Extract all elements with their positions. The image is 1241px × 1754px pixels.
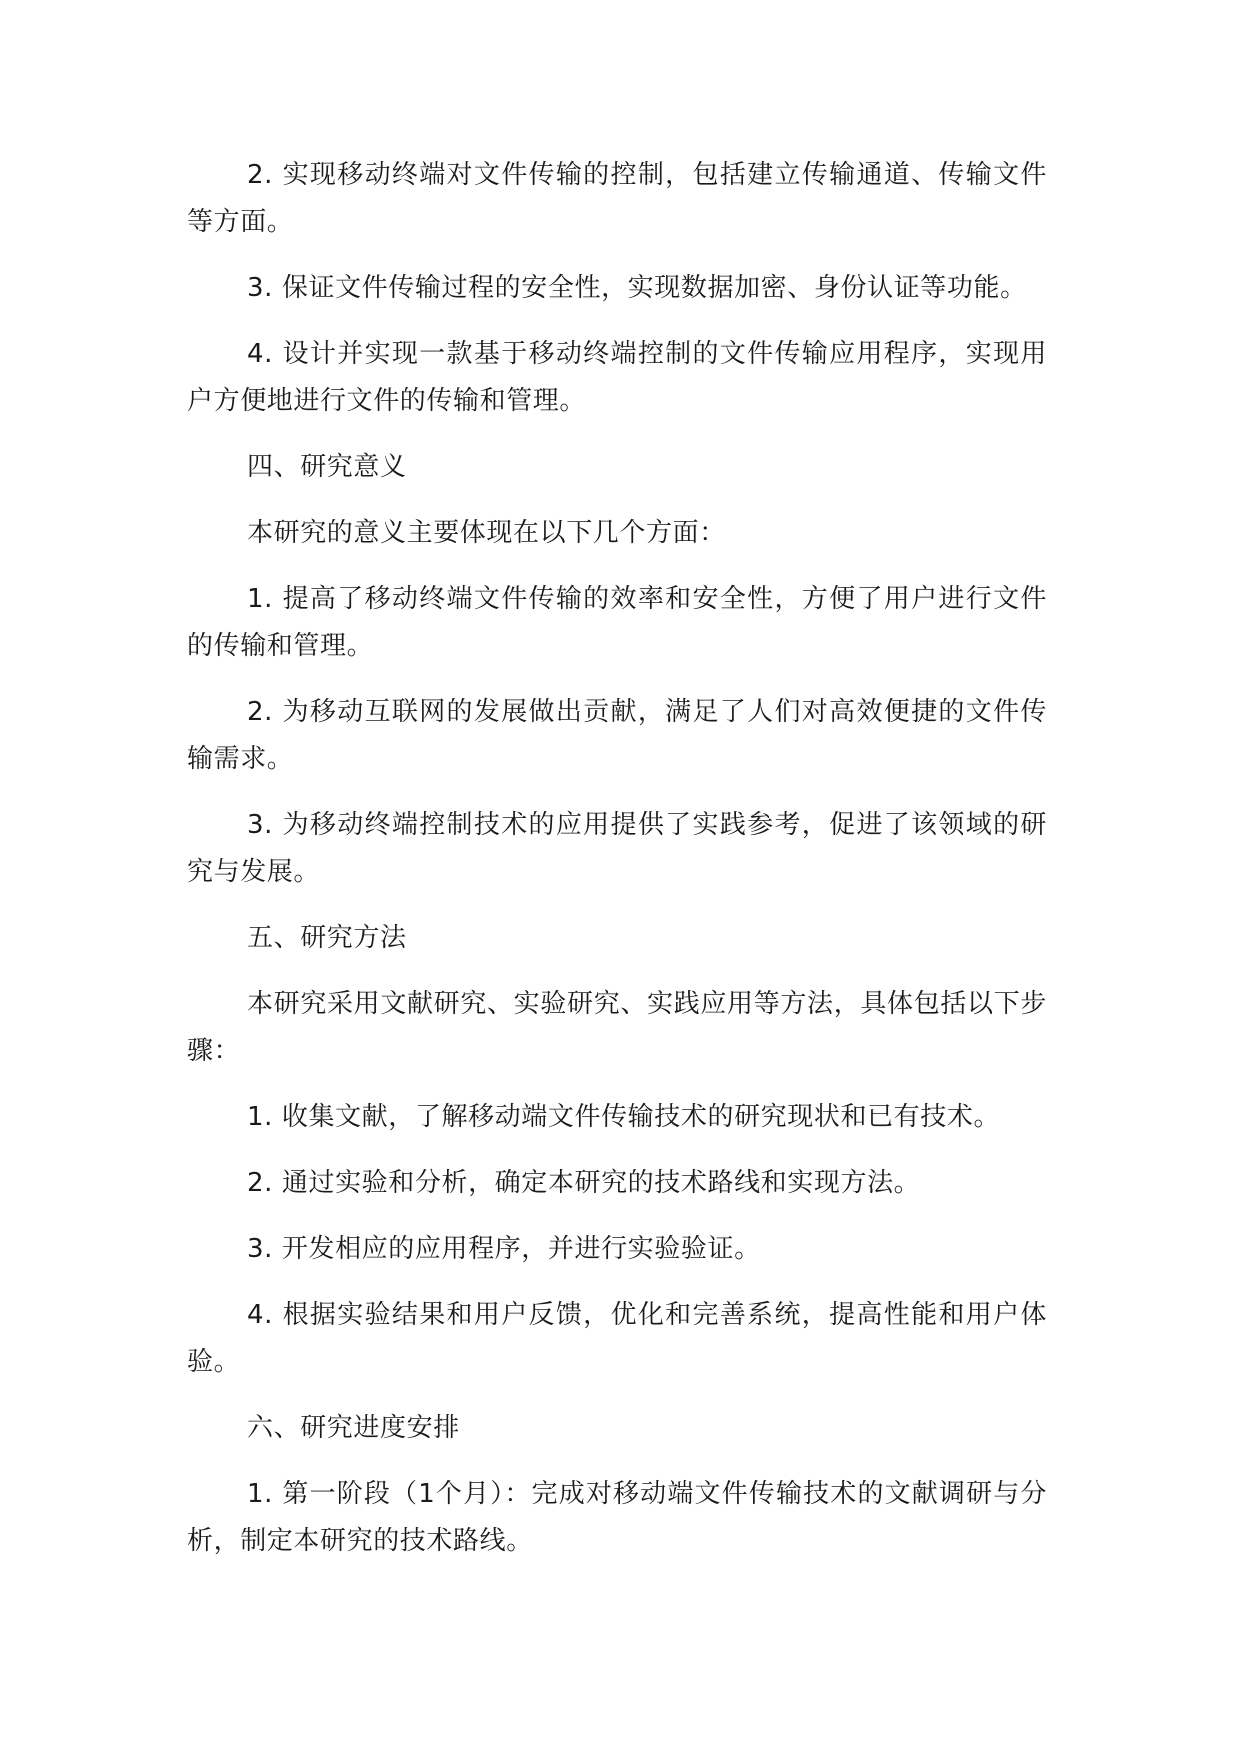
significance-1-paragraph: 1. 提高了移动终端文件传输的效率和安全性，方便了用户进行文件的传输和管理。 [187,584,1047,661]
objective-2-paragraph: 2. 实现移动终端对文件传输的控制，包括建立传输通道、传输文件等方面。 [187,160,1047,237]
methods-1-paragraph: 1. 收集文献，了解移动端文件传输技术的研究现状和已有技术。 [247,1102,1001,1132]
significance-3-paragraph: 3. 为移动终端控制技术的应用提供了实践参考，促进了该领域的研究与发展。 [187,810,1047,887]
methods-2-paragraph: 2. 通过实验和分析，确定本研究的技术路线和实现方法。 [247,1168,921,1198]
schedule-1-paragraph: 1. 第一阶段（1个月）：完成对移动端文件传输技术的文献调研与分析，制定本研究的技术路线。 [187,1479,1047,1556]
significance-2-paragraph: 2. 为移动互联网的发展做出贡献，满足了人们对高效便捷的文件传输需求。 [187,697,1047,774]
objective-3-paragraph: 3. 保证文件传输过程的安全性，实现数据加密、身份认证等功能。 [247,273,1027,303]
methods-3-paragraph: 3. 开发相应的应用程序，并进行实验验证。 [247,1234,761,1264]
objective-4-paragraph: 4. 设计并实现一款基于移动终端控制的文件传输应用程序，实现用户方便地进行文件的传输和管理。 [187,339,1047,416]
section-heading-methods: 五、研究方法 [247,923,407,953]
section-heading-schedule: 六、研究进度安排 [247,1413,460,1443]
methods-intro-paragraph: 本研究采用文献研究、实验研究、实践应用等方法，具体包括以下步骤： [187,989,1047,1066]
document-body [187,152,1047,1584]
section-heading-significance: 四、研究意义 [247,452,407,482]
significance-intro-paragraph: 本研究的意义主要体现在以下几个方面： [247,518,726,548]
methods-4-paragraph: 4. 根据实验结果和用户反馈，优化和完善系统，提高性能和用户体验。 [187,1300,1047,1377]
